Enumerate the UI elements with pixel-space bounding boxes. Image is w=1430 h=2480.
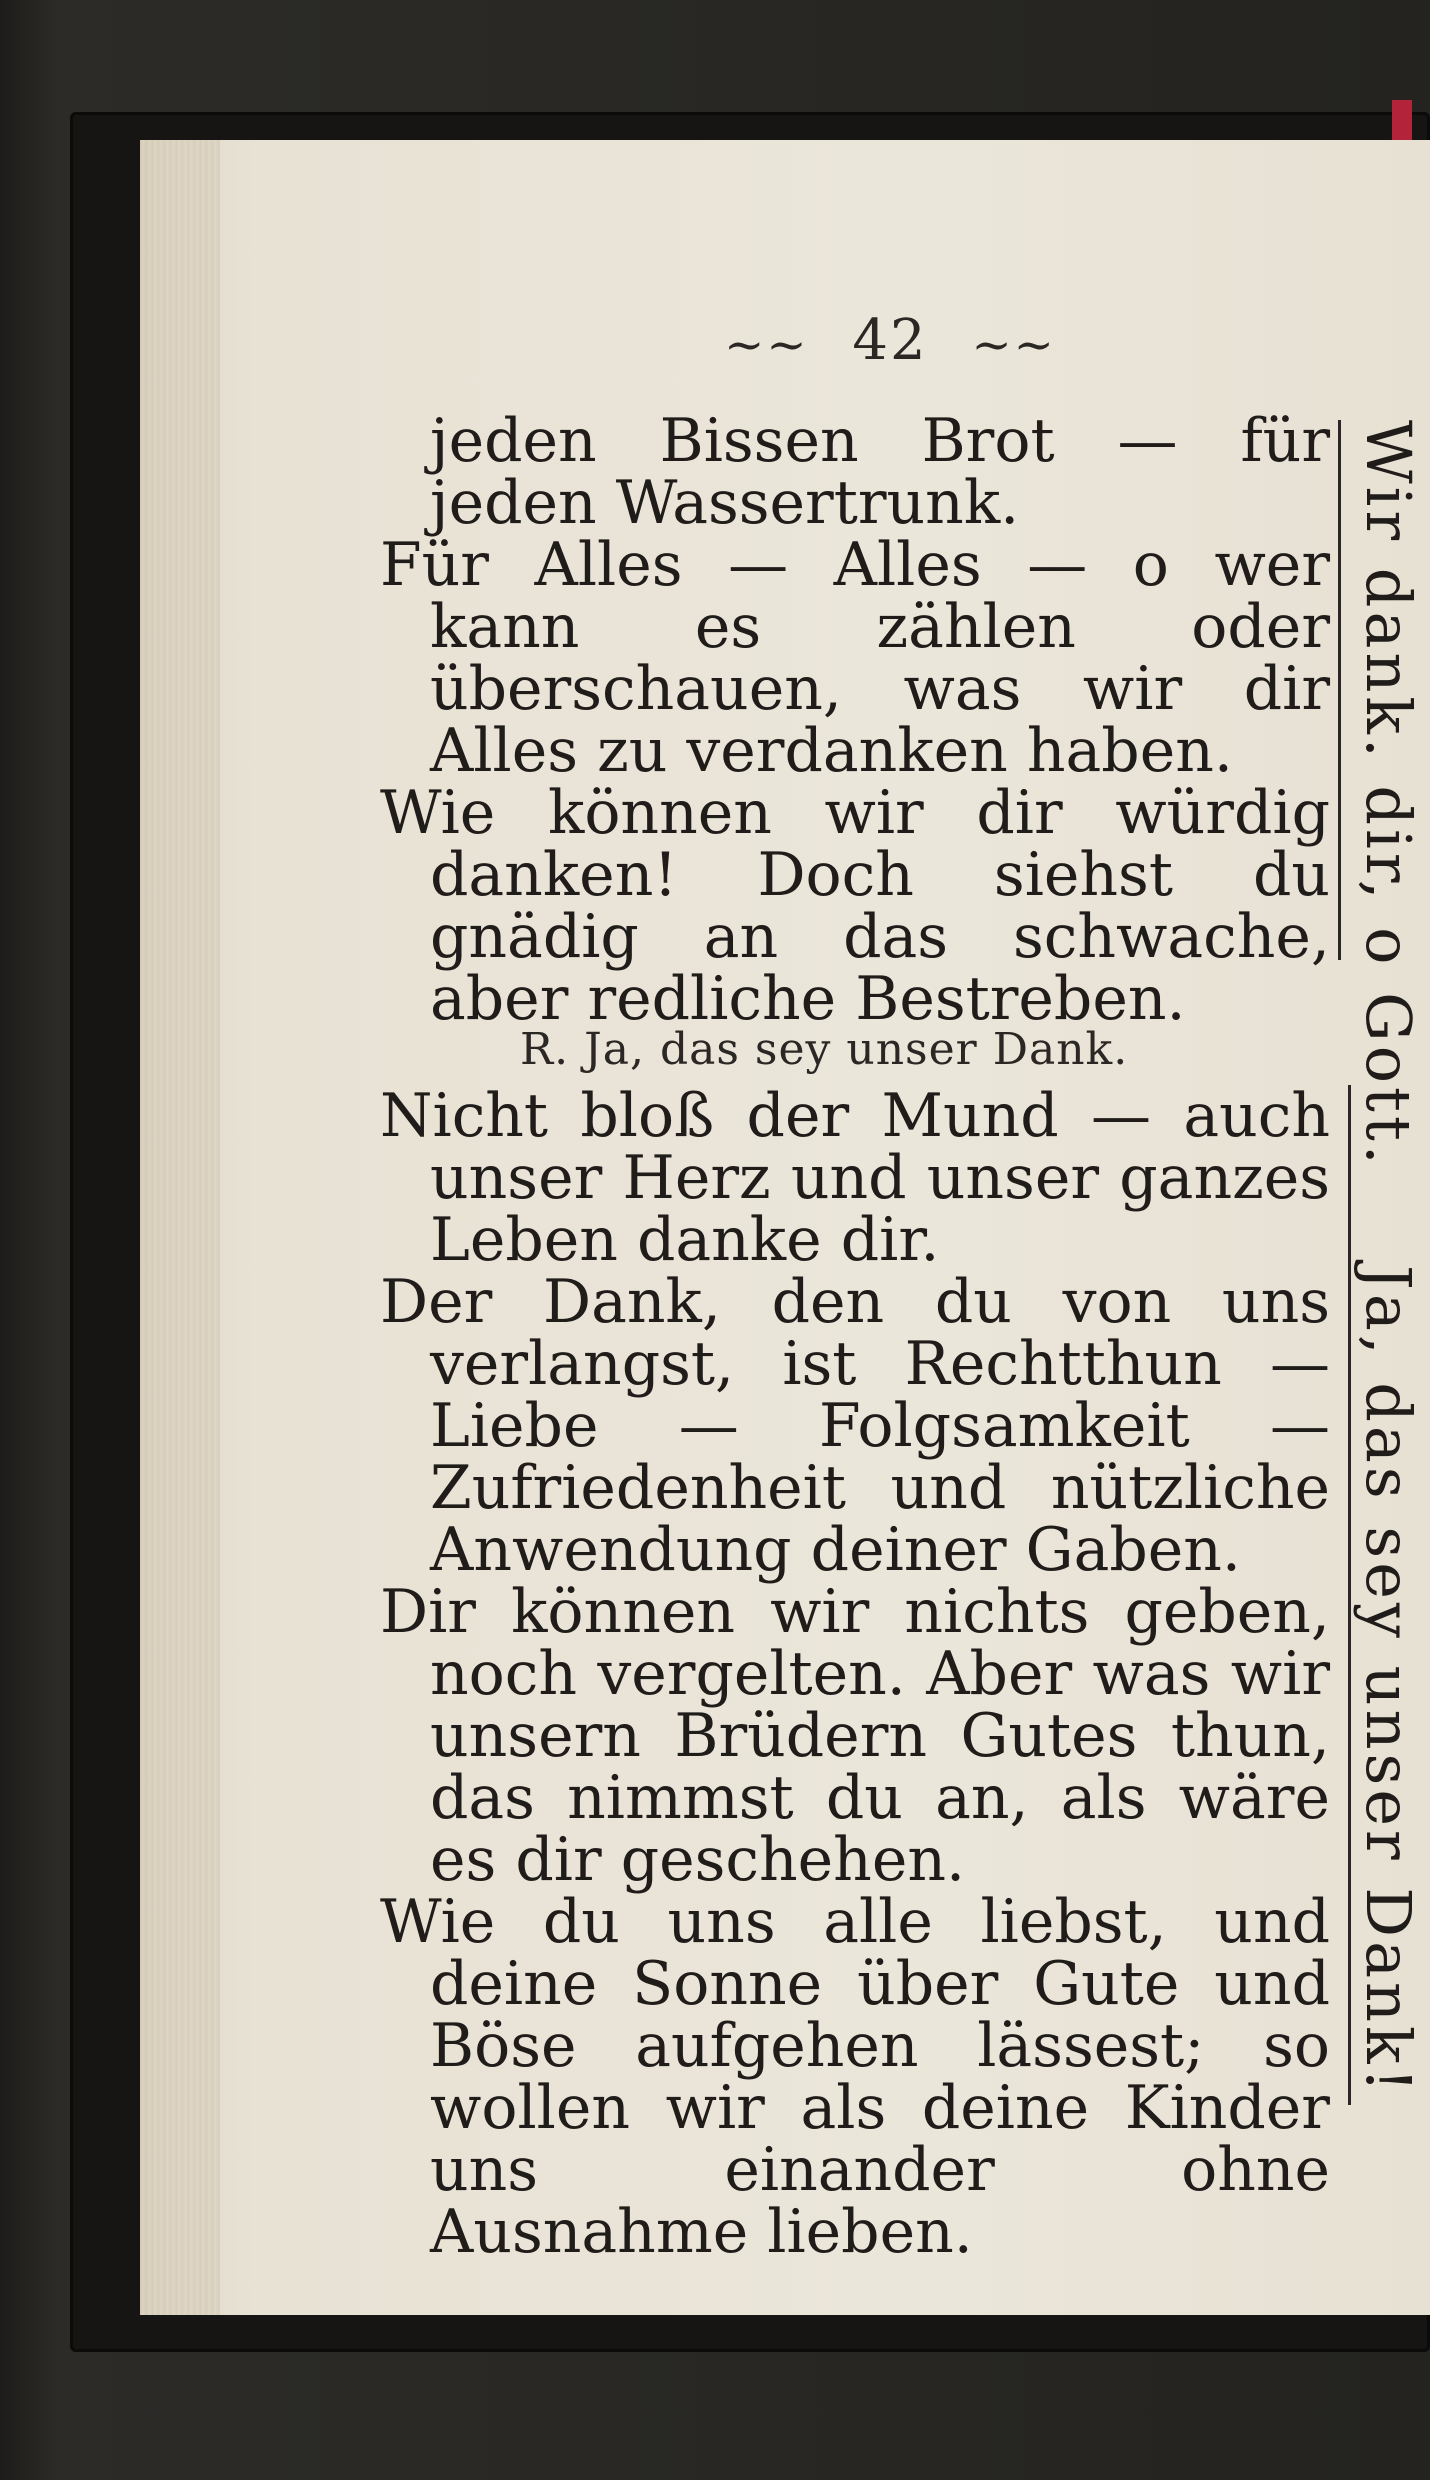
bookmark-ribbon [1392,100,1412,140]
page-header [690,308,1090,373]
paragraph-2: Für Alles — Alles — o wer kann es zählen oder überschauen, was wir dir Alles zu verdanken haben. [380,530,1330,786]
paragraph-4: Nicht bloß der Mund — auch unser Herz und unser ganzes Leben danke dir. [380,1081,1330,1275]
ornament-left-icon: ~~ [724,316,809,373]
paragraph-7: Wie du uns alle liebst, und deine Sonne über Gute und Böse aufgehen lässest; so wollen wir als deine Kinder uns einander ohne Ausnahme lieben. [380,1887,1330,2267]
paragraph-5: Der Dank, den du von uns verlangst, ist Rechtthun — Liebe — Folgsamkeit — Zufriedenheit und nützliche Anwendung deiner Gaben. [380,1267,1330,1585]
margin-rule-1 [1338,420,1341,960]
paragraph-3: Wie können wir dir würdig danken! Doch siehst du gnädig an das schwache, aber redliche Bestreben. [380,778,1330,1034]
ornament-right-icon: ~~ [971,316,1056,373]
side-note-2: Ja, das sey unser Dank! [1352,1265,1425,2097]
response-line: R. Ja, das sey unser Dank. [520,1024,1129,1075]
side-note-1: Wir dank. dir, o Gott. [1352,420,1425,1169]
page-edge [140,140,220,2315]
page-number: 42 [852,308,928,373]
text-block-2 [380,1081,1330,2267]
margin-rule-2 [1348,1085,1351,2105]
text-block-1 [380,406,1330,1034]
paragraph-6: Dir können wir nichts geben, noch vergelten. Aber was wir unsern Brüdern Gutes thun, das nimmst du an, als wäre es dir geschehen. [380,1577,1330,1895]
paragraph-1: jeden Bissen Brot — für jeden Wassertrunk. [430,406,1330,538]
